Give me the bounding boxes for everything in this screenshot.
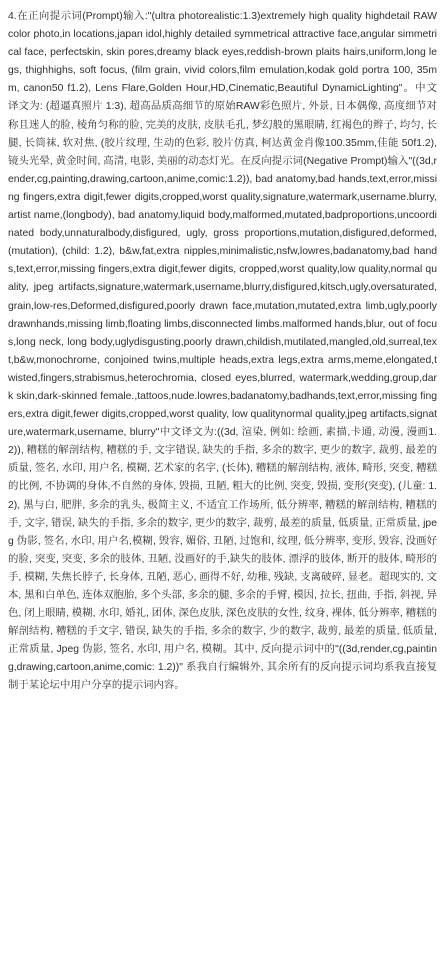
instruction-paragraph: 4.在正向提示词(Prompt)输入:"(ultra photorealistic:1.3)extremely high quality highdetail RAW color photo,in locations,japan idol,highly detailed symmetrical attractive face,angular simmetrical face, perfectskin, skin pores,dreamy black eyes,reddish-brown plaits hairs,uniform,long legs, thighhighs, soft focus, (film grain, vivid colors,film emulation,kodak gold portra 100, 35mm, canon50 f1.2), Lens Flare,Golden Hour,HD,Cinematic,Beautiful DynamicLighting"。中文译文为: (超逼真照片 1:3), 超高品质高细节的原始RAW彩色照片, 外景, 日本偶像, 高度细节对称且迷人的脸, 棱角匀称的脸, 完美的皮肤, 皮肤毛孔, 梦幻般的黑眼睛, 红褐色的辫子, 均匀, 长腿, 长筒袜, 软对焦, (胶片纹理, 生动的色彩, 胶片仿真, 柯达黄金肖像100.35mm,佳能 50f1.2), 镜头光晕, 黄金时间, 高清, 电影, 美丽的动态灯光。在反向提示词(Negative Prompt)输入"((3d,render,cg,painting,drawing,cartoon,anime,comic:1.2)), bad anatomy,bad hands,text,error,missing fingers,extra digit,fewer digits,cropped,worst quality,signature,watermark,username.blurry,artist name,(longbody), bad anatomy,liquid body,malformed,mutated,badproportions,uncoordinated body,unnaturalbody,disfigured, ugly, gross proportions,mutation,disfigured,deformed,(mutation), (child: 1.2), b&w,fat,extra nipples,minimalistic,nsfw,lowres,badanatomy,bad hands,text,error,missing fingers,extra digit,fewer digits, cropped,worst quality,low quality,normal quality, jpeg artifacts,signature,watermark,username,blurry,disfigured,kitsch,ugly,oversaturated, grain,low-res,Deformed,disfigured,poorly drawn face,mutation,mutated,extra limb,ugly,poorly drawnhands,missing limb,floating limbs,disconnected limbs.malformed hands,blur, out of focus,long neck, long body,uglydisgusting,poorly drawn,childish,mutilated,mangled,old,surreal,text,b&w,monochrome, conjoined twins,multiple heads,extra legs,extra arms,meme,elongated,twisted,fingers,strabismus,heterochromia, closed eyes,blurred, watermark,wedding,group,dark skin,dark-skinned female.,tattoos,nude.lowres,badanatomy,badhands,text,error,missing fingers,extra digit,fewer digits,cropped,worst quality, low qualitynormal quality,jpeg artifacts,signature,watermark,username, blurry"中文译文为:((3d, 渲染, 例如: 绘画, 素描,卡通, 动漫, 漫画1.2)), 糟糕的解剖结构, 糟糕的手, 文字错误, 缺失的手指, 多余的数字, 更少的数字, 裁剪, 最差的质量, 签名, 水印, 用户名, 模糊, 艺术家的名字, (长体), 糟糕的解剖结构, 液体, 畸形, 突变, 糟糕的比例, 不协调的身体,不自然的身体, 毁损, 丑陋, 粗大的比例, 突变, 毁损, 变形(突变), (儿童: 1.2), 黑与白, 肥胖, 多余的乳头, 极简主义, 不适宜工作场所, 低分辨率, 糟糕的解剖结构, 糟糕的手, 文字, 错误, 缺失的手指, 多余的数字, 更少的数字, 裁剪, 最差的质量, 低质量, 正常质量, jpeg 伪影, 签名, 水印, 用户名,模糊, 毁容, 媚俗, 丑陋, 过饱和, 纹理, 低分辨率, 变形, 毁容, 没画好的脸, 突变, 突变, 多余的肢体, 丑陋, 没画好的手,缺失的肢体, 漂浮的肢体, 断开的肢体, 畸形的手, 模糊, 失焦长脖子, 长身体, 丑陋, 恶心, 画得不好, 幼稚, 残缺, 支离破碎, 显老。超现实的, 文本, 黑和白单色, 连体双胞胎, 多个头部, 多余的腿, 多余的手臂, 模因, 拉长, 扭曲, 手指, 斜视, 异色, 闭上眼睛, 模糊, 水印, 婚礼, 团体, 深色皮肤, 深色皮肤的女性, 纹身, 裸体, 低分辨率, 糟糕的解剖结构, 糟糕的手文字, 错误, 缺失的手指, 多余的数字, 少的数字, 裁剪, 最差的质量, 低质量, 正常质量, Jpeg 伪影, 签名, 水印, 用户名, 模糊。其中, 反向提示词中的"((3d,render,cg,painting,drawing,cartoon,anime,comic: 1.2))" 系我自行编辑外, 其余所有的反向提示词均系我直接复制于某论坛中用户分享的提示词内容。 [8, 11, 437, 692]
